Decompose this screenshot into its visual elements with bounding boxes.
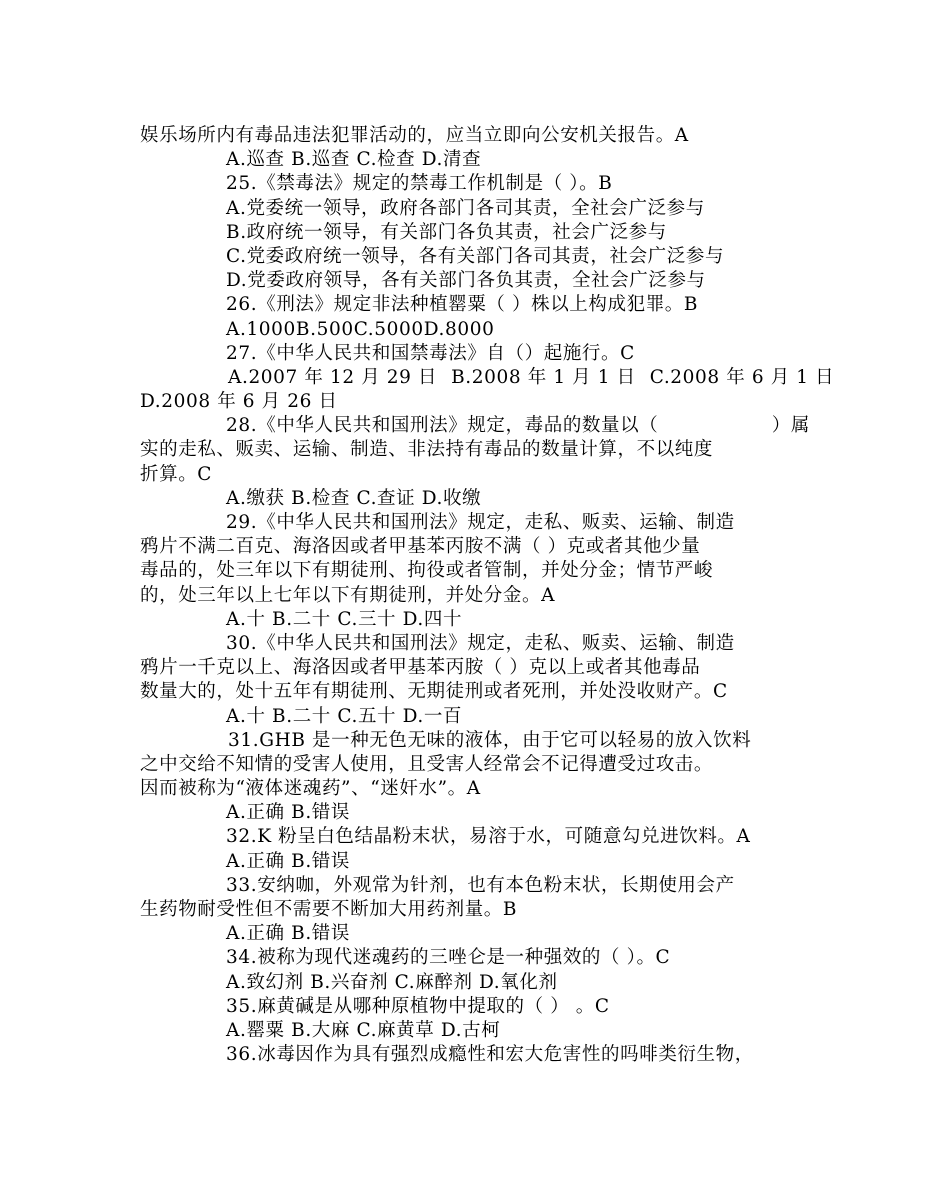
- question-line: 34.被称为现代迷魂药的三唑仑是一种强效的（ ）。C: [226, 947, 671, 969]
- question-line: 32.K 粉呈白色结晶粉末状，易溶于水，可随意勾兑进饮料。A: [226, 826, 751, 848]
- text-line: 生药物耐受性但不需要不断加大用药剂量。B: [140, 899, 518, 920]
- text-line: 因而被称为“液体迷魂药”、“迷奸水”。A: [140, 778, 481, 800]
- option-line: A.巡查 B.巡查 C.检查 D.清查: [226, 149, 482, 171]
- option-line: B.政府统一领导，有关部门各负其责，社会广泛参与: [226, 221, 667, 243]
- option-line: A.十 B.二十 C.三十 D.四十: [226, 608, 463, 630]
- text-line: 鸦片不满二百克、海洛因或者甲基苯丙胺不满（ ）克或者其他少量: [140, 536, 701, 558]
- option-line: A.党委统一领导，政府各部门各司其责，全社会广泛参与: [226, 197, 705, 219]
- option-line: A.十 B.二十 C.五十 D.一百: [226, 705, 463, 727]
- text-line: 实的走私、贩卖、运输、制造、非法持有毒品的数量计算，不以纯度: [140, 439, 714, 461]
- text-line: 折算。C: [140, 463, 213, 485]
- question-line: 29.《中华人民共和国刑法》规定，走私、贩卖、运输、制造: [226, 512, 735, 533]
- option-line: [140, 366, 835, 390]
- question-line: 27.《中华人民共和国禁毒法》自（）起施行。C: [226, 342, 635, 364]
- question-text: 28.《中华人民共和国刑法》规定，毒品的数量以（: [226, 415, 659, 437]
- option-line: A.致幻剂 B.兴奋剂 C.麻醉剂 D.氧化剂: [226, 971, 558, 993]
- option-line: C.党委政府统一领导，各有关部门各司其责，社会广泛参与: [226, 245, 725, 267]
- question-line: [140, 414, 810, 438]
- question-line: 31.GHB 是一种无色无味的液体，由于它可以轻易的放入饮料: [228, 729, 752, 751]
- question-line: 33.安纳咖，外观常为针剂，也有本色粉末状，长期使用会产: [226, 874, 735, 896]
- option-line: A.缴获 B.检查 C.查证 D.收缴: [226, 487, 482, 509]
- text-line: 鸦片一千克以上、海洛因或者甲基苯丙胺（ ）克以上或者其他毒品: [140, 657, 701, 679]
- question-text: ）属: [771, 415, 810, 437]
- question-line: 36.冰毒因作为具有强烈成瘾性和宏大危害性的吗啡类衍生物，: [226, 1044, 754, 1066]
- option-line: A.罂粟 B.大麻 C.麻黄草 D.古柯: [226, 1019, 501, 1041]
- option-line: D.2008 年 6 月 26 日: [140, 391, 338, 413]
- document-body: [140, 124, 835, 1067]
- question-line: 26.《刑法》规定非法种植罂粟（ ）株以上构成犯罪。B: [226, 294, 699, 316]
- option-line: D.党委政府领导，各有关部门各负其责，全社会广泛参与: [226, 270, 706, 292]
- option-line: A.正确 B.错误: [226, 923, 350, 945]
- option-text: C.2008 年 6 月 1 日: [649, 366, 835, 388]
- option-line: A.正确 B.错误: [226, 802, 350, 824]
- option-text: A.2007 年 12 月 29 日: [228, 366, 438, 388]
- text-line: 毒品的，处三年以下有期徒刑、拘役或者管制，并处分金；情节严峻: [140, 560, 714, 582]
- question-line: 35.麻黄碱是从哪种原植物中提取的（ ） 。C: [226, 995, 610, 1017]
- text-line: 之中交给不知情的受害人使用，且受害人经常会不记得遭受过攻击。: [140, 753, 714, 775]
- question-line: 25.《禁毒法》规定的禁毒工作机制是（ ）。B: [226, 173, 613, 195]
- option-line: A.正确 B.错误: [226, 850, 350, 872]
- text-line: 的，处三年以上七年以下有期徒刑，并处分金。A: [140, 584, 556, 606]
- text-line: 数量大的，处十五年有期徒刑、无期徒刑或者死刑，并处没收财产。C: [140, 681, 728, 703]
- question-line: 30.《中华人民共和国刑法》规定，走私、贩卖、运输、制造: [226, 632, 735, 654]
- text-line: 娱乐场所内有毒品违法犯罪活动的，应当立即向公安机关报告。A: [140, 125, 689, 146]
- option-text: B.2008 年 1 月 1 日: [451, 366, 636, 388]
- option-line: A.1000B.500C.5000D.8000: [226, 318, 495, 340]
